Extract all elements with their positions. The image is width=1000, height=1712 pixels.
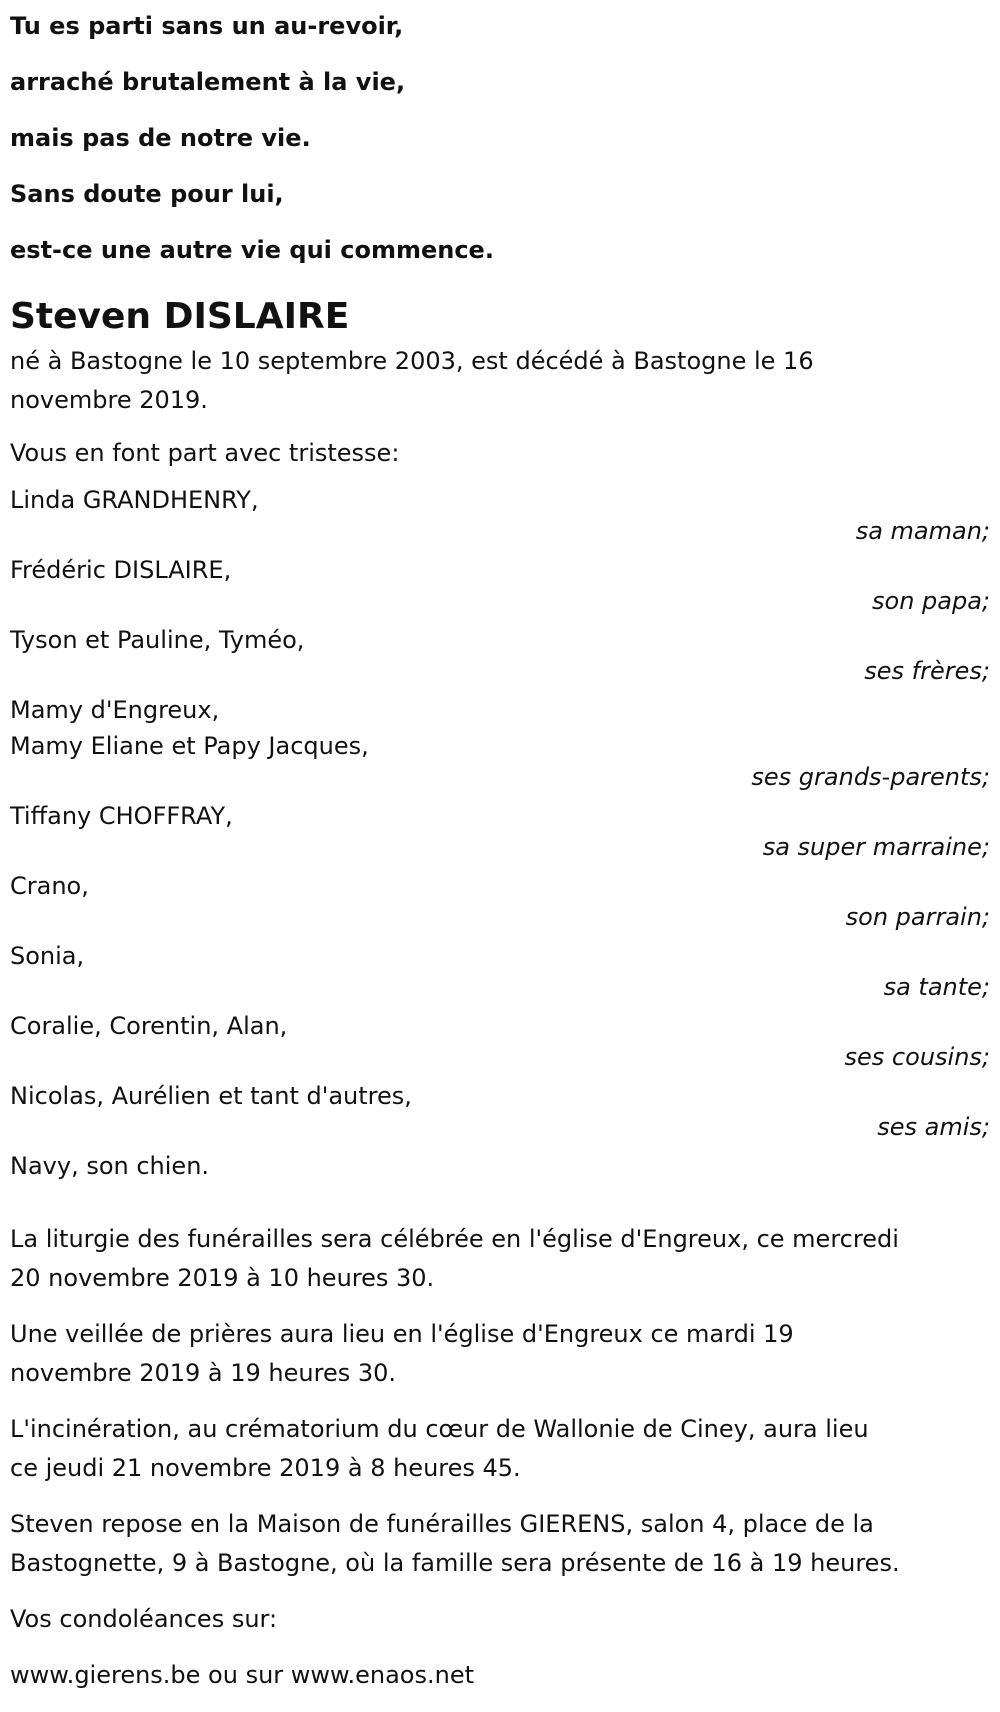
member-role: ses amis; <box>877 1113 990 1141</box>
member-role: sa maman; <box>855 517 990 545</box>
text-line: ce jeudi 21 novembre 2019 à 8 heures 45. <box>10 1454 521 1482</box>
member-name: Mamy Eliane et Papy Jacques, <box>10 732 369 760</box>
member-name: Nicolas, Aurélien et tant d'autres, <box>10 1082 412 1110</box>
member-name: Coralie, Corentin, Alan, <box>10 1012 288 1040</box>
prayer-vigil <box>10 1315 990 1393</box>
resting-place-info <box>10 1505 990 1583</box>
member-name: Mamy d'Engreux, <box>10 696 220 724</box>
text-line: La liturgie des funérailles sera célébrée en l'église d'Engreux, ce mercredi <box>10 1225 899 1253</box>
poem-line: arraché brutalement à la vie, <box>10 68 406 96</box>
family-member <box>10 552 990 614</box>
poem-line: Sans doute pour lui, <box>10 180 284 208</box>
section-spacer <box>10 1192 990 1220</box>
member-name: Crano, <box>10 872 89 900</box>
member-name: Linda GRANDHENRY, <box>10 486 259 514</box>
text-line: 20 novembre 2019 à 10 heures 30. <box>10 1264 435 1292</box>
poem <box>10 0 990 266</box>
member-role: sa tante; <box>883 973 990 1001</box>
deceased-name: Steven DISLAIRE <box>10 296 350 337</box>
member-role: ses cousins; <box>844 1043 990 1071</box>
family-member <box>10 1008 990 1070</box>
text-line: Bastognette, 9 à Bastogne, où la famille sera présente de 16 à 19 heures. <box>10 1549 900 1577</box>
member-role: son papa; <box>872 587 990 615</box>
family-member <box>10 868 990 930</box>
member-role: ses frères; <box>864 657 990 685</box>
text-line: novembre 2019 à 19 heures 30. <box>10 1359 397 1387</box>
family-member <box>10 798 990 860</box>
family-list <box>10 482 990 1184</box>
family-member <box>10 622 990 684</box>
member-role: sa super marraine; <box>762 833 990 861</box>
member-role: ses grands-parents; <box>751 763 990 791</box>
family-member <box>10 1078 990 1140</box>
family-pet <box>10 1148 990 1184</box>
obituary-page <box>10 0 990 1712</box>
member-name: Tiffany CHOFFRAY, <box>10 802 233 830</box>
family-member <box>10 938 990 1000</box>
poem-line: mais pas de notre vie. <box>10 124 311 152</box>
condolences-intro: Vos condoléances sur: <box>10 1605 278 1633</box>
cremation-info <box>10 1410 990 1488</box>
member-name: Frédéric DISLAIRE, <box>10 556 232 584</box>
condolences-links: www.gierens.be ou sur www.enaos.net <box>10 1661 474 1689</box>
family-member <box>10 692 990 790</box>
member-role: son parrain; <box>845 903 990 931</box>
poem-line: Tu es parti sans un au-revoir, <box>10 12 404 40</box>
family-member <box>10 482 990 544</box>
birth-death-line: né à Bastogne le 10 septembre 2003, est décédé à Bastogne le 16 <box>10 347 814 375</box>
announcement-intro: Vous en font part avec tristesse: <box>10 439 400 467</box>
pet-name: Navy, son chien. <box>10 1152 210 1180</box>
text-line: Une veillée de prières aura lieu en l'église d'Engreux ce mardi 19 <box>10 1320 794 1348</box>
text-line: Steven repose en la Maison de funérailles GIERENS, salon 4, place de la <box>10 1510 874 1538</box>
funeral-liturgy <box>10 1220 990 1298</box>
birth-death-info <box>10 342 990 420</box>
poem-line: est-ce une autre vie qui commence. <box>10 236 494 264</box>
member-name: Tyson et Pauline, Tyméo, <box>10 626 305 654</box>
member-name: Sonia, <box>10 942 85 970</box>
birth-death-line: novembre 2019. <box>10 386 208 414</box>
text-line: L'incinération, au crématorium du cœur de Wallonie de Ciney, aura lieu <box>10 1415 869 1443</box>
